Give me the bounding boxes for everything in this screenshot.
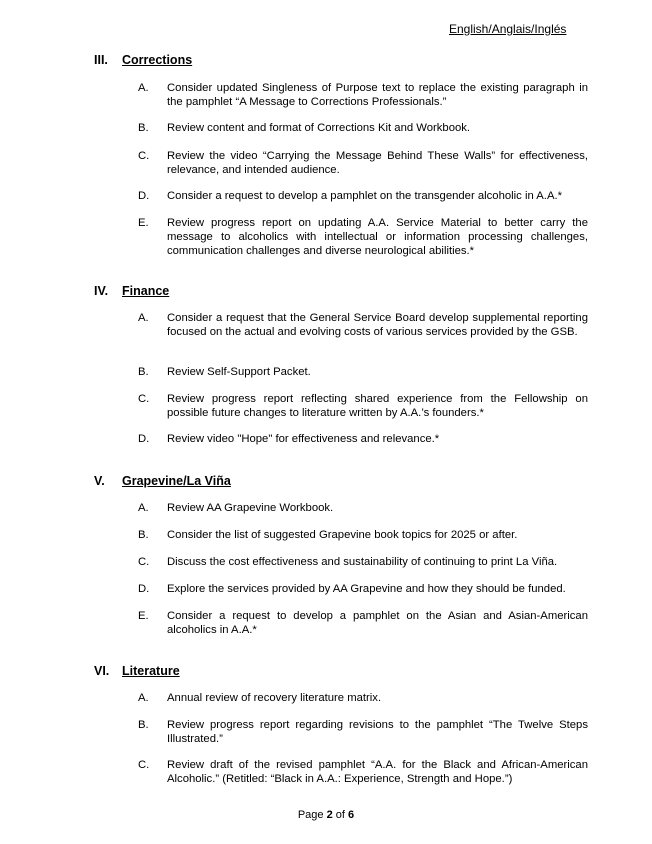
- section-heading: [94, 284, 169, 298]
- list-item: [138, 691, 588, 705]
- item-letter: C.: [138, 150, 150, 162]
- list-item: [138, 718, 588, 746]
- item-letter: E.: [138, 610, 149, 622]
- item-letter: E.: [138, 217, 149, 229]
- page-label: Page: [297, 809, 324, 821]
- section-number: VI.: [94, 664, 110, 678]
- item-text: Explore the services provided by AA Grapevine and how they should be funded.: [167, 583, 566, 595]
- section-number: V.: [94, 474, 105, 488]
- list-item: [138, 555, 588, 569]
- list-item: [138, 81, 588, 109]
- section-heading: [94, 664, 180, 678]
- list-item: [138, 216, 588, 258]
- item-letter: B.: [138, 122, 149, 134]
- section-title: Grapevine/La Viña: [122, 474, 231, 488]
- item-text: Review content and format of Corrections Kit and Workbook.: [167, 122, 471, 134]
- item-letter: D.: [138, 583, 150, 595]
- item-letter: B.: [138, 366, 149, 378]
- list-item: [138, 365, 588, 379]
- list-item: [138, 501, 588, 515]
- item-text: Consider a request that the General Service Board develop supplemental reporting focused on the actual and evolving costs of various services provided by the GSB.: [167, 312, 588, 338]
- item-text: Review progress report reflecting shared experience from the Fellowship on possible future changes to literature written by A.A.’s founders.*: [167, 393, 588, 419]
- list-item: [138, 149, 588, 177]
- item-text: Review AA Grapevine Workbook.: [167, 502, 334, 514]
- section-heading: [94, 474, 231, 488]
- page-total: 6: [348, 809, 355, 821]
- page-footer: [0, 809, 652, 821]
- item-text: Consider updated Singleness of Purpose text to replace the existing paragraph in the pamphlet “A Message to Corrections Professionals.”: [167, 82, 588, 108]
- section-title: Corrections: [122, 53, 193, 67]
- list-item: [138, 582, 588, 596]
- section-title: Finance: [122, 284, 170, 298]
- item-letter: D.: [138, 433, 150, 445]
- item-letter: B.: [138, 529, 149, 541]
- page-current: 2: [326, 809, 333, 821]
- item-letter: D.: [138, 190, 150, 202]
- list-item: [138, 609, 588, 637]
- item-text: Consider the list of suggested Grapevine book topics for 2025 or after.: [167, 529, 518, 541]
- item-letter: A.: [138, 502, 149, 514]
- section-number: III.: [94, 53, 108, 67]
- language-label: English/Anglais/Inglés: [449, 22, 567, 36]
- section-title: Literature: [122, 664, 180, 678]
- item-text: Consider a request to develop a pamphlet on the transgender alcoholic in A.A.*: [167, 190, 563, 202]
- list-item: [138, 758, 588, 786]
- item-text: Annual review of recovery literature matrix.: [167, 692, 382, 704]
- item-text: Review progress report regarding revisions to the pamphlet “The Twelve Steps Illustrated.”: [167, 719, 588, 745]
- item-letter: A.: [138, 692, 149, 704]
- section-number: IV.: [94, 284, 109, 298]
- item-letter: B.: [138, 719, 149, 731]
- item-text: Review the video “Carrying the Message Behind These Walls” for effectiveness, relevance, and intended audience.: [167, 150, 588, 176]
- item-letter: C.: [138, 759, 150, 771]
- item-text: Discuss the cost effectiveness and sustainability of continuing to print La Viña.: [167, 556, 558, 568]
- item-text: Review progress report on updating A.A. Service Material to better carry the message to alcoholics with intellectual or information processing challenges, communication challenges and diverse neurological abilities.*: [167, 217, 588, 257]
- list-item: [138, 189, 588, 203]
- list-item: [138, 311, 588, 339]
- list-item: [138, 121, 588, 135]
- item-text: Review video "Hope" for effectiveness and relevance.*: [167, 433, 440, 445]
- item-letter: A.: [138, 82, 149, 94]
- item-text: Review Self-Support Packet.: [167, 366, 311, 378]
- item-letter: A.: [138, 312, 149, 324]
- item-text: Review draft of the revised pamphlet “A.A. for the Black and African-American Alcoholic.” (Retitled: “Black in A.A.: Experience, Strength and Hope.”): [167, 759, 588, 785]
- list-item: [138, 392, 588, 420]
- item-letter: C.: [138, 556, 150, 568]
- item-text: Consider a request to develop a pamphlet on the Asian and Asian-American alcoholics in A.A.*: [167, 610, 588, 636]
- section-heading: [94, 53, 192, 67]
- item-letter: C.: [138, 393, 150, 405]
- list-item: [138, 528, 588, 542]
- page-of: of: [335, 809, 345, 821]
- list-item: [138, 432, 588, 446]
